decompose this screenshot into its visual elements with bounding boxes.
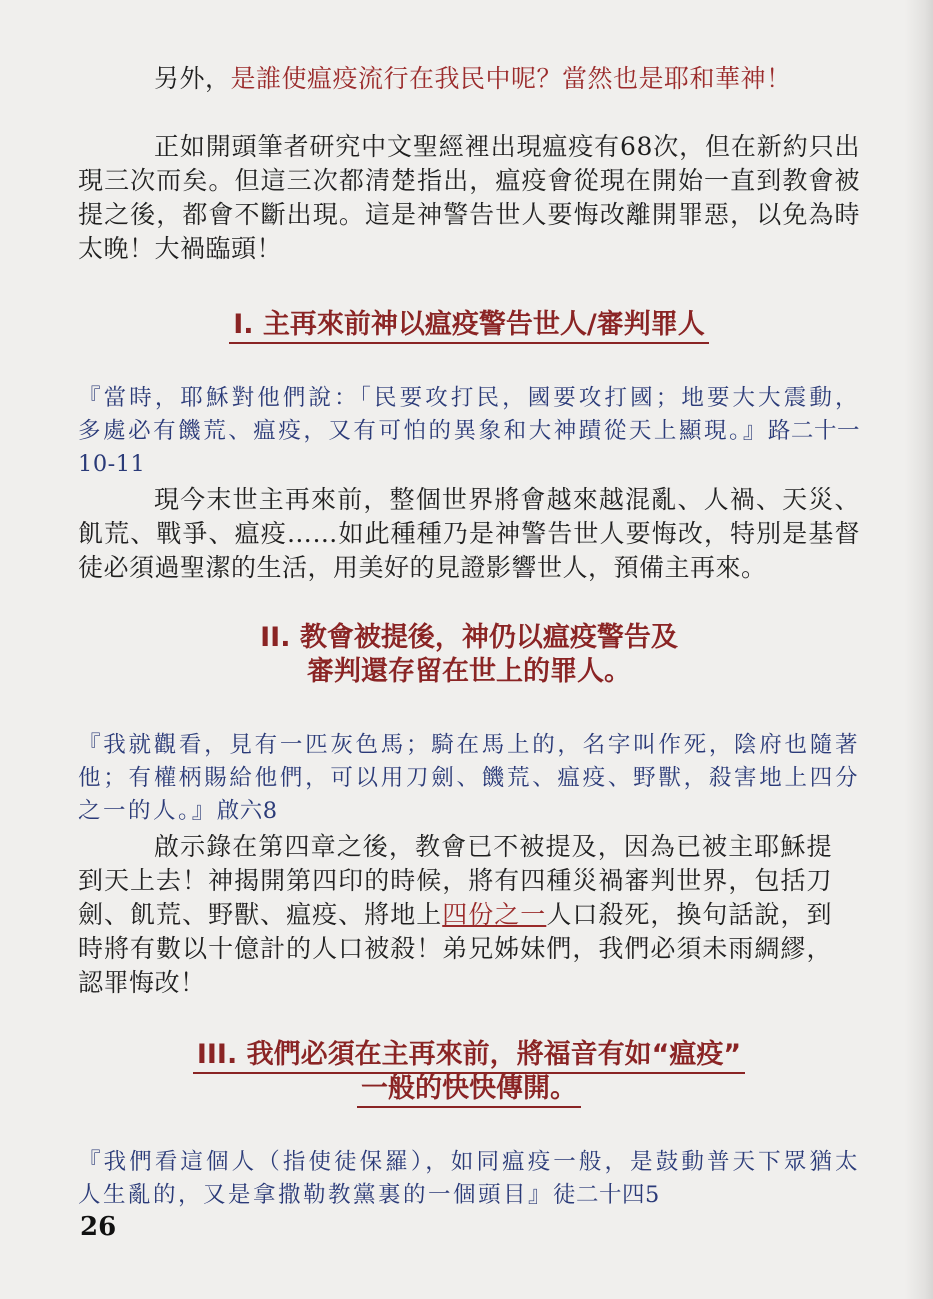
section2-quote-text: 『我就觀看，見有一匹灰色馬；騎在馬上的，名字叫作死，陰府也隨著他；有權柄賜給他們，可以用刀劍、饑荒、瘟疫、野獸，殺害地上四分之一的人。』: [78, 732, 860, 824]
paragraph-question-highlight: 是誰使瘟疫流行在我民中呢？當然也是耶和華神！: [230, 64, 792, 93]
section2-quote-ref: 啟六8: [216, 798, 278, 824]
section3-heading-line2: 一般的快快傳開。: [357, 1073, 581, 1108]
section1-quote-text: 『當時，耶穌對他們說：「民要攻打民，國要攻打國；地要大大震動，多處必有饑荒、瘟疫，又有可怕的異象和大神蹟從天上顯現。』: [78, 385, 860, 444]
section3-heading: [78, 1038, 860, 1106]
section3-quote-ref: 徒二十四5: [553, 1182, 660, 1208]
section3-quote: [78, 1146, 860, 1212]
section2-body-before: 啟示錄在第四章之後，教會已不被提及，因為已被主耶穌提到天上去！神揭開第四印的時候，將有四種災禍審判世界，包括刀劍、飢荒、野獸、瘟疫、將地上: [78, 832, 832, 929]
section2-heading-line1: II. 教會被提後，神仍以瘟疫警告及: [260, 622, 678, 653]
section2-body-highlight: 四份之一: [442, 900, 547, 929]
section1-heading-text: I. 主再來前神以瘟疫警告世人/審判罪人: [229, 309, 709, 344]
paragraph-question-lead: 另外，: [154, 64, 231, 93]
page-number: 26: [80, 1212, 117, 1242]
section2-heading: [78, 621, 860, 689]
section3-heading-line1: III. 我們必須在主再來前，將福音有如“瘟疫”: [193, 1039, 745, 1074]
section3-quote-text: 『我們看這個人（指使徒保羅），如同瘟疫一般，是鼓動普天下眾猶太人生亂的，又是拿撒勒教黨裏的一個頭目』: [78, 1149, 860, 1208]
section1-quote: [78, 382, 860, 481]
section1-quote-ref: 路二十一10-11: [78, 418, 860, 477]
section2-quote: [78, 729, 860, 828]
section1-body: 現今末世主再來前，整個世界將會越來越混亂、人禍、天災、飢荒、戰爭、瘟疫……如此種種乃是神警告世人要悔改，特別是基督徒必須過聖潔的生活，用美好的見證影響世人，預備主再來。: [78, 485, 860, 582]
page-edge-shadow: [905, 0, 933, 1299]
section2-body: [78, 830, 860, 1000]
section1-heading: [78, 308, 860, 342]
paragraph-intro: 正如開頭筆者研究中文聖經裡出現瘟疫有68次，但在新約只出現三次而矣。但這三次都清楚指出，瘟疫會從現在開始一直到教會被提之後，都會不斷出現。這是神警告世人要悔改離開罪惡，以免為時太晚！大禍臨頭！: [78, 132, 860, 263]
paragraph-question: [78, 62, 860, 96]
document-page: [78, 62, 860, 1212]
section2-body-after: 人口殺死，換句話說，到時將有數以十億計的人口被殺！弟兄姊妹們，我們必須未雨綢繆，認罪悔改！: [78, 900, 832, 997]
section2-heading-line2: 審判還存留在世上的罪人。: [307, 656, 631, 687]
